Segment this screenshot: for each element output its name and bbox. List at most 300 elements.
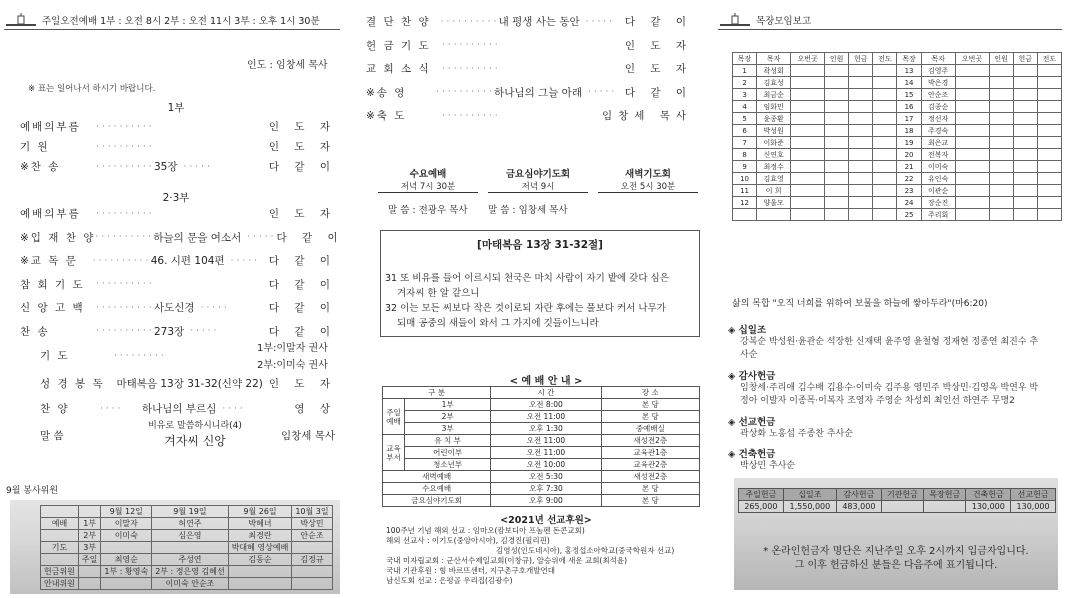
guide-service: 새벽예배 bbox=[383, 471, 491, 483]
report-row bbox=[733, 197, 1062, 209]
report-cell bbox=[873, 137, 897, 149]
report-cell bbox=[825, 65, 849, 77]
group-number: 22 bbox=[897, 173, 921, 185]
report-cell bbox=[955, 137, 989, 149]
weekly-service-time: 저녁 7시 30분 bbox=[378, 180, 478, 193]
praise-label: 찬 양 bbox=[40, 403, 70, 415]
committee-member bbox=[292, 542, 332, 554]
report-cell bbox=[955, 161, 989, 173]
report-cell bbox=[1037, 149, 1061, 161]
report-cell bbox=[989, 185, 1013, 197]
report-cell bbox=[873, 173, 897, 185]
report-cell bbox=[873, 125, 897, 137]
report-row bbox=[733, 101, 1062, 113]
report-cell bbox=[791, 77, 825, 89]
report-cell bbox=[1013, 125, 1037, 137]
page-header-title: 주일오전예배 1부 : 오전 8시 2부 : 오전 11시 3부 : 오후 1시 30분 bbox=[42, 15, 320, 27]
report-cell bbox=[825, 101, 849, 113]
report-cell bbox=[849, 113, 873, 125]
report-cell bbox=[1013, 209, 1037, 221]
committee-row bbox=[41, 566, 333, 578]
guide-place: 본 당 bbox=[601, 399, 699, 411]
report-cell bbox=[825, 209, 849, 221]
scripture-line: 32 이는 모든 씨보다 작은 것이로되 자란 후에는 풀보다 커서 나무가 bbox=[385, 303, 666, 314]
report-header-cell: 목장 bbox=[897, 53, 921, 65]
report-cell bbox=[791, 173, 825, 185]
report-row bbox=[733, 161, 1062, 173]
offering-category: 감사헌금 bbox=[837, 489, 882, 501]
report-cell bbox=[1037, 101, 1061, 113]
committee-row bbox=[41, 554, 333, 566]
part23-label: 참 회 기 도 bbox=[20, 278, 85, 291]
part23-performer: 다 같 이 bbox=[268, 255, 336, 267]
report-cell bbox=[873, 161, 897, 173]
offering-amount bbox=[881, 501, 923, 513]
report-cell bbox=[825, 161, 849, 173]
report-cell bbox=[955, 209, 989, 221]
group-leader: 신연호 bbox=[757, 149, 791, 161]
report-header-cell: 목장 bbox=[733, 53, 757, 65]
leader-dots: ·········· bbox=[96, 141, 155, 152]
guide-place: 새성전2층 bbox=[601, 471, 699, 483]
part1-title: 1부 bbox=[167, 102, 185, 114]
scripture-title: [마태복음 13장 31-32절] bbox=[477, 239, 603, 251]
guide-place: 본 당 bbox=[601, 495, 699, 507]
offering-amount: 130,000 bbox=[966, 501, 1011, 513]
guide-service: 3부 bbox=[405, 423, 491, 435]
group-number: 10 bbox=[733, 173, 757, 185]
report-row bbox=[733, 77, 1062, 89]
report-cell bbox=[825, 185, 849, 197]
guide-place: 교육관1층 bbox=[601, 447, 699, 459]
report-cell bbox=[989, 161, 1013, 173]
group-number: 7 bbox=[733, 137, 757, 149]
group-number: 20 bbox=[897, 149, 921, 161]
offering-section-names: 박상민 추사순 bbox=[740, 461, 796, 471]
part1-item: 35장 bbox=[154, 161, 178, 173]
group-leader bbox=[757, 209, 791, 221]
group-number: 1 bbox=[733, 65, 757, 77]
scripture-text bbox=[385, 271, 669, 331]
group-number: 21 bbox=[897, 161, 921, 173]
guide-time: 오전 11:00 bbox=[491, 447, 601, 459]
committee-part: 3부 bbox=[78, 542, 100, 554]
committee-group: 헌금위원 bbox=[41, 566, 79, 578]
report-cell bbox=[849, 149, 873, 161]
closing-performer: 임창세 목사 bbox=[601, 110, 692, 122]
report-row bbox=[733, 137, 1062, 149]
report-cell bbox=[955, 113, 989, 125]
group-number: 19 bbox=[897, 137, 921, 149]
report-row bbox=[733, 149, 1062, 161]
report-header-cell: 오번곳 bbox=[955, 53, 989, 65]
committee-corner bbox=[41, 506, 79, 518]
part23-item: 273장 bbox=[154, 325, 185, 338]
offering-section-names: 강복순 박성원·윤관순 석장한 신재택 윤주영 윤철형 정재현 정종연 최진수 추사순 bbox=[740, 337, 1039, 360]
committee-group bbox=[41, 530, 79, 542]
report-cell bbox=[989, 125, 1013, 137]
guide-service: 1부 bbox=[405, 399, 491, 411]
part1-performer: 다 같 이 bbox=[268, 161, 336, 173]
guide-time: 오전 11:00 bbox=[491, 435, 601, 447]
sermon-title: 겨자씨 신앙 bbox=[164, 434, 226, 448]
report-cell bbox=[1037, 65, 1061, 77]
report-cell bbox=[849, 125, 873, 137]
committee-row bbox=[41, 518, 333, 530]
part23-item: 사도신경 bbox=[154, 302, 195, 314]
weekly-service bbox=[378, 166, 478, 193]
leader-dots: ····· bbox=[247, 232, 277, 242]
mission-line: 국내 미자립교회 : 군산서수제일교회(이창규), 알승위에 새운 교회(최석윤) bbox=[386, 556, 628, 565]
committee-part: 주일 bbox=[78, 554, 100, 566]
preacher-1: 말 씀 : 전광우 목사 bbox=[388, 205, 468, 216]
offering-amount: 483,000 bbox=[837, 501, 882, 513]
committee-row bbox=[41, 542, 333, 554]
report-cell bbox=[791, 113, 825, 125]
report-cell bbox=[849, 65, 873, 77]
report-cell bbox=[825, 89, 849, 101]
part23-performer: 다 같 이 bbox=[268, 278, 336, 291]
prayer-dots: ········· bbox=[114, 350, 167, 361]
leader-dots: ·········· bbox=[442, 110, 501, 121]
closing-row bbox=[366, 85, 692, 100]
closing-row bbox=[366, 14, 692, 29]
group-leader: 김종순 bbox=[921, 101, 955, 113]
committee-member bbox=[228, 578, 292, 590]
guide-row bbox=[383, 399, 700, 411]
guide-service: 유 치 부 bbox=[405, 435, 491, 447]
weekly-service-time: 오전 5시 30분 bbox=[598, 180, 698, 193]
preacher-2: 말 씀 : 임창세 목사 bbox=[488, 205, 568, 216]
report-cell bbox=[791, 209, 825, 221]
closing-row bbox=[366, 108, 692, 123]
committee-group: 예배 bbox=[41, 518, 79, 530]
group-leader: 안순조 bbox=[921, 89, 955, 101]
mission-line: 해외 선교사 : 이기도(중앙아시아), 김경진(필리핀) bbox=[386, 536, 550, 545]
closing-row bbox=[366, 61, 692, 76]
small-group-report-table bbox=[732, 52, 1062, 221]
guide-time: 오전 8:00 bbox=[491, 399, 601, 411]
report-cell bbox=[825, 77, 849, 89]
report-cell bbox=[873, 89, 897, 101]
committee-row bbox=[41, 578, 333, 590]
part1-performer: 인 도 자 bbox=[268, 121, 336, 133]
offering-category: 목장헌금 bbox=[924, 489, 966, 501]
offering-category: 십일조 bbox=[783, 489, 836, 501]
report-cell bbox=[1037, 89, 1061, 101]
report-cell bbox=[955, 185, 989, 197]
report-cell bbox=[989, 77, 1013, 89]
group-number: 12 bbox=[733, 197, 757, 209]
report-cell bbox=[1013, 149, 1037, 161]
report-cell bbox=[1037, 161, 1061, 173]
part1-performer: 인 도 자 bbox=[268, 141, 336, 153]
group-leader: 최정수 bbox=[757, 161, 791, 173]
group-number: 11 bbox=[733, 185, 757, 197]
group-number: 23 bbox=[897, 185, 921, 197]
guide-header-cell: 장 소 bbox=[601, 387, 699, 399]
committee-member: 김정규 bbox=[292, 554, 332, 566]
committee-member: 안순조 bbox=[292, 530, 332, 542]
scripture-box bbox=[380, 230, 700, 337]
part23-performer: 다 같 이 bbox=[276, 231, 344, 244]
leader-dots: ····· bbox=[183, 161, 213, 172]
leader-dots: ····· bbox=[587, 87, 618, 97]
committee-member: 2부 : 정은영 김혜선 bbox=[152, 566, 229, 578]
committee-date: 9월 19일 bbox=[152, 506, 229, 518]
guide-row bbox=[383, 483, 700, 495]
weekly-service-time: 저녁 9시 bbox=[488, 180, 588, 193]
praise-row: 찬 양 ···· 하나님의 부르심 ···· 영 상 bbox=[40, 403, 336, 415]
report-cell bbox=[989, 173, 1013, 185]
committee-member bbox=[152, 542, 229, 554]
group-number: 8 bbox=[733, 149, 757, 161]
committee-member: 1부 : 황영숙 bbox=[101, 566, 152, 578]
praise-title: 하나님의 부르심 bbox=[142, 403, 217, 415]
committee-member: 이말자 bbox=[101, 518, 152, 530]
report-cell bbox=[849, 77, 873, 89]
committee-header-row bbox=[41, 506, 333, 518]
part23-performer: 다 같 이 bbox=[268, 302, 336, 314]
offering-section-title: ◈ 십일조 bbox=[728, 325, 767, 336]
report-cell bbox=[955, 149, 989, 161]
report-cell bbox=[873, 113, 897, 125]
committee-member: 박혜녀 bbox=[228, 518, 292, 530]
group-number: 25 bbox=[897, 209, 921, 221]
guide-place: 본 당 bbox=[601, 483, 699, 495]
guide-service: 2부 bbox=[405, 411, 491, 423]
group-leader: 박성원 bbox=[757, 125, 791, 137]
leader-dots: ·········· bbox=[92, 255, 152, 266]
report-header-cell: 인원 bbox=[825, 53, 849, 65]
report-header-cell: 목자 bbox=[757, 53, 791, 65]
guide-header-row bbox=[383, 387, 700, 399]
guide-time: 오후 1:30 bbox=[491, 423, 601, 435]
part23-title: 2·3부 bbox=[162, 192, 190, 204]
report-cell bbox=[849, 161, 873, 173]
committee-member: 이미숙 bbox=[101, 530, 152, 542]
report-cell bbox=[989, 149, 1013, 161]
group-number: 14 bbox=[897, 77, 921, 89]
report-cell bbox=[1013, 101, 1037, 113]
part23-label: 신 앙 고 백 bbox=[20, 302, 85, 314]
report-header-cell: 헌금 bbox=[849, 53, 873, 65]
report-cell bbox=[849, 101, 873, 113]
weekly-service-name: 금요심야기도회 bbox=[505, 169, 571, 180]
committee-date: 9월 26일 bbox=[228, 506, 292, 518]
report-row bbox=[733, 89, 1062, 101]
group-leader: 윤종환 bbox=[757, 113, 791, 125]
prayer-who-2: 2부:이미숙 권사 bbox=[257, 360, 328, 371]
report-cell bbox=[989, 209, 1013, 221]
committee-date: 10월 3일 bbox=[292, 506, 332, 518]
committee-title: 9월 봉사위원 bbox=[6, 486, 59, 496]
report-cell bbox=[1037, 173, 1061, 185]
report-cell bbox=[791, 197, 825, 209]
part23-performer: 다 같 이 bbox=[268, 325, 336, 338]
report-cell bbox=[849, 197, 873, 209]
group-number: 9 bbox=[733, 161, 757, 173]
group-number: 16 bbox=[897, 101, 921, 113]
service-guide-table bbox=[382, 386, 700, 507]
report-cell bbox=[791, 185, 825, 197]
report-cell bbox=[955, 89, 989, 101]
offering-section-title: ◈ 선교헌금 bbox=[728, 417, 776, 428]
report-cell bbox=[1037, 125, 1061, 137]
group-leader: 박은경 bbox=[921, 77, 955, 89]
report-cell bbox=[989, 101, 1013, 113]
page-header bbox=[4, 10, 340, 30]
closing-item: 내 평생 사는 동안 bbox=[498, 16, 580, 28]
guide-time: 오후 7:30 bbox=[491, 483, 601, 495]
report-header-row bbox=[733, 53, 1062, 65]
guide-row bbox=[383, 459, 700, 471]
sermon-subtitle: 비유로 말씀하시니라(4) bbox=[148, 421, 242, 431]
committee-member bbox=[228, 566, 292, 578]
report-header-cell: 전도 bbox=[1037, 53, 1061, 65]
report-header-cell: 전도 bbox=[873, 53, 897, 65]
committee-row bbox=[41, 530, 333, 542]
guide-group: 주일예배 bbox=[383, 399, 405, 435]
report-cell bbox=[849, 137, 873, 149]
offering-category: 건축헌금 bbox=[966, 489, 1011, 501]
guide-service: 어린이부 bbox=[405, 447, 491, 459]
leader-dots: ·········· bbox=[95, 232, 154, 242]
weekly-service-name: 새벽기도회 bbox=[625, 169, 671, 180]
report-row bbox=[733, 113, 1062, 125]
report-cell bbox=[1037, 113, 1061, 125]
report-cell bbox=[1013, 185, 1037, 197]
offering-category: 선교헌금 bbox=[1011, 489, 1056, 501]
part23-label: 찬 송 bbox=[20, 325, 50, 338]
part23-label: ※입 재 찬 양 bbox=[20, 231, 96, 244]
guide-place: 교육관2층 bbox=[601, 459, 699, 471]
worship-leader: 인도 : 임창세 목사 bbox=[247, 60, 328, 71]
committee-part: 1부 bbox=[78, 518, 100, 530]
guide-row bbox=[383, 435, 700, 447]
offering-category: 주일헌금 bbox=[739, 489, 784, 501]
group-leader: 주리회 bbox=[921, 209, 955, 221]
committee-member: 허연주 bbox=[152, 518, 229, 530]
committee-part: 2부 bbox=[78, 530, 100, 542]
mission-line: 100주년 기념 해외 선교 : 임마오(캄보디아 프놈펜 돈콘교회) bbox=[386, 526, 585, 535]
scripture-line: 되매 공중의 새들이 와서 그 가지에 깃들이느니라 bbox=[397, 318, 599, 329]
report-cell bbox=[849, 89, 873, 101]
group-leader: 이화준 bbox=[757, 137, 791, 149]
committee-member: 김동순 bbox=[228, 554, 292, 566]
report-cell bbox=[1013, 197, 1037, 209]
guide-row bbox=[383, 471, 700, 483]
scripture-line: 겨자씨 한 알 같으니 bbox=[397, 288, 480, 299]
part23-row bbox=[20, 230, 344, 245]
report-row bbox=[733, 65, 1062, 77]
guide-row bbox=[383, 495, 700, 507]
part1-row bbox=[20, 139, 336, 154]
report-row bbox=[733, 125, 1062, 137]
closing-performer: 다 같 이 bbox=[624, 86, 692, 99]
report-cell bbox=[989, 113, 1013, 125]
part1-label: 기 원 bbox=[20, 141, 50, 153]
group-number: 2 bbox=[733, 77, 757, 89]
online-notice-2: 그 이후 헌금하신 분들은 다음주에 표기됩니다. bbox=[794, 560, 998, 571]
group-leader: 장순진 bbox=[921, 197, 955, 209]
report-cell bbox=[1037, 137, 1061, 149]
group-leader: 주경숙 bbox=[921, 125, 955, 137]
report-cell bbox=[1037, 197, 1061, 209]
reports-header-title: 목장모임보고 bbox=[756, 15, 812, 27]
weekly-service-name: 수요예배 bbox=[409, 169, 447, 180]
report-cell bbox=[873, 185, 897, 197]
report-cell bbox=[955, 173, 989, 185]
leader-dots: ····· bbox=[190, 326, 220, 336]
report-cell bbox=[873, 149, 897, 161]
group-leader: 김영주 bbox=[921, 65, 955, 77]
committee-table bbox=[40, 505, 333, 590]
report-cell bbox=[791, 125, 825, 137]
committee-member: 최영순 bbox=[101, 554, 152, 566]
report-header-cell: 인원 bbox=[989, 53, 1013, 65]
report-cell bbox=[989, 65, 1013, 77]
committee-member bbox=[292, 566, 332, 578]
sermon-preacher: 임창세 목사 bbox=[281, 430, 336, 442]
report-cell bbox=[791, 89, 825, 101]
report-cell bbox=[825, 113, 849, 125]
group-leader: 김효영 bbox=[757, 173, 791, 185]
leader-dots: ·········· bbox=[440, 16, 500, 27]
service-guide-title: < 예 배 안 내 > bbox=[509, 376, 583, 387]
group-number: 13 bbox=[897, 65, 921, 77]
report-cell bbox=[825, 137, 849, 149]
report-cell bbox=[1013, 161, 1037, 173]
guide-header-cell: 시 간 bbox=[491, 387, 601, 399]
guide-service: 수요예배 bbox=[383, 483, 491, 495]
committee-group bbox=[41, 554, 79, 566]
committee-corner bbox=[78, 506, 100, 518]
report-cell bbox=[791, 137, 825, 149]
committee-member: 최경란 bbox=[228, 530, 292, 542]
report-cell bbox=[1013, 65, 1037, 77]
bible-label: 성 경 봉 독 bbox=[40, 378, 105, 390]
report-header-cell: 오번곳 bbox=[791, 53, 825, 65]
motto: 삶의 목합 "오직 너희를 위하여 보물을 하늘에 쌓아두라"(마6:20) bbox=[732, 299, 988, 309]
offering-amount: 130,000 bbox=[1011, 501, 1056, 513]
guide-header-cell: 구 분 bbox=[383, 387, 491, 399]
part23-item: 하늘의 문을 여소서 bbox=[153, 231, 242, 244]
committee-part bbox=[78, 578, 100, 590]
report-cell bbox=[1037, 209, 1061, 221]
closing-performer: 인 도 자 bbox=[624, 63, 692, 75]
report-cell bbox=[873, 209, 897, 221]
committee-member: 주성연 bbox=[152, 554, 229, 566]
part1-row bbox=[20, 119, 336, 134]
bible-passage: 마태복음 13장 31-32(신약 22) bbox=[116, 378, 263, 390]
part23-row bbox=[20, 206, 336, 221]
report-cell bbox=[825, 197, 849, 209]
closing-label: ※축 도 bbox=[366, 110, 407, 122]
report-cell bbox=[989, 137, 1013, 149]
part23-row bbox=[20, 253, 336, 268]
offering-category: 기관헌금 bbox=[881, 489, 923, 501]
group-leader: 최금순 bbox=[757, 89, 791, 101]
sermon-label: 말 씀 bbox=[40, 430, 64, 442]
part23-performer: 인 도 자 bbox=[268, 208, 336, 220]
report-cell bbox=[825, 173, 849, 185]
report-cell bbox=[955, 101, 989, 113]
group-number: 3 bbox=[733, 89, 757, 101]
offering-amount: 1,550,000 bbox=[783, 501, 836, 513]
committee-date: 9월 12일 bbox=[101, 506, 152, 518]
committee-member: 이미숙 안순조 bbox=[152, 578, 229, 590]
